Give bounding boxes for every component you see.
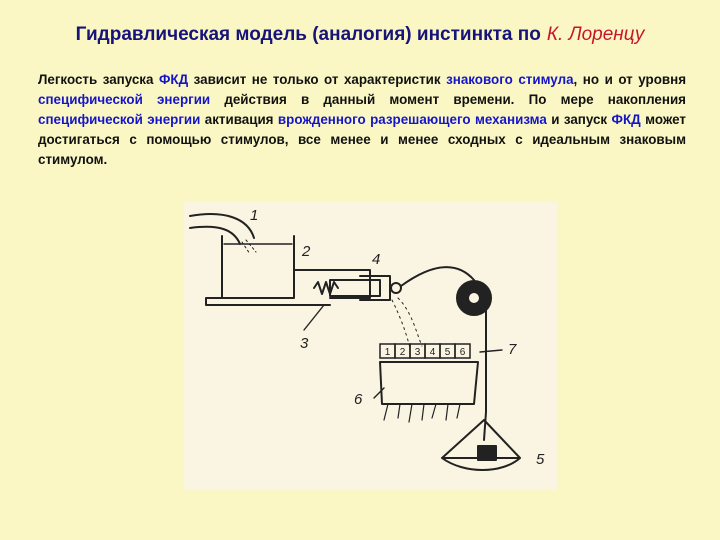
trough <box>380 362 478 404</box>
title-author: К. Лоренцу <box>546 24 645 45</box>
scale-cell-label: 2 <box>399 347 406 358</box>
highlighted-term: специфической энергии <box>38 112 201 127</box>
callout-label: 2 <box>302 243 311 260</box>
callout-label: 6 <box>354 391 363 408</box>
hydraulic-model-drawing <box>184 202 557 490</box>
pointer-3 <box>304 305 324 330</box>
paragraph-text: и запуск <box>546 112 612 127</box>
trough-drip <box>384 404 460 422</box>
jet-stream <box>392 298 422 348</box>
slide-title <box>0 24 720 46</box>
highlighted-term: ФКД <box>158 72 189 87</box>
valve-knob <box>391 283 401 293</box>
scale-cell-label: 5 <box>444 347 451 358</box>
paragraph-text: может достигаться с помощью стимулов, все менее и менее сходных с идеальным знаковым стимулом. <box>38 112 686 167</box>
callout-label: 7 <box>508 341 517 358</box>
highlighted-term: врожденного разрешающего механизма <box>277 112 547 127</box>
title-main: Гидравлическая модель (аналогия) инстинкта по <box>75 24 541 45</box>
body-paragraph <box>38 70 686 170</box>
callout-label: 3 <box>300 335 309 352</box>
callout-label: 5 <box>536 451 545 468</box>
paragraph-text: активация <box>200 112 278 127</box>
scale-cell-label: 6 <box>459 347 466 358</box>
highlighted-term: ФКД <box>611 112 641 127</box>
highlighted-term: знакового стимула <box>446 72 574 87</box>
scale-cell-label: 4 <box>429 347 436 358</box>
valve-spring <box>314 282 338 294</box>
paragraph-text: Легкость запуска <box>38 72 159 87</box>
pulley-hub <box>468 292 480 304</box>
pointer-7 <box>480 350 502 352</box>
paragraph-text: , но и от уровня <box>573 72 687 87</box>
scale-strip <box>380 344 470 358</box>
weight <box>478 446 496 460</box>
paragraph-text: зависит не только от характеристик <box>188 72 447 87</box>
hydraulic-model-figure <box>184 202 557 490</box>
inflow-stream <box>242 240 256 254</box>
reservoir <box>222 236 294 298</box>
scale-cell-label: 3 <box>414 347 421 358</box>
reservoir-outlet <box>206 270 370 305</box>
highlighted-term: специфической энергии <box>38 92 211 107</box>
callout-label: 1 <box>250 207 259 224</box>
paragraph-text: действия в данный момент времени. По мере накопления <box>210 92 686 107</box>
callout-label: 4 <box>372 251 381 268</box>
scale-cell-label: 1 <box>384 347 391 358</box>
